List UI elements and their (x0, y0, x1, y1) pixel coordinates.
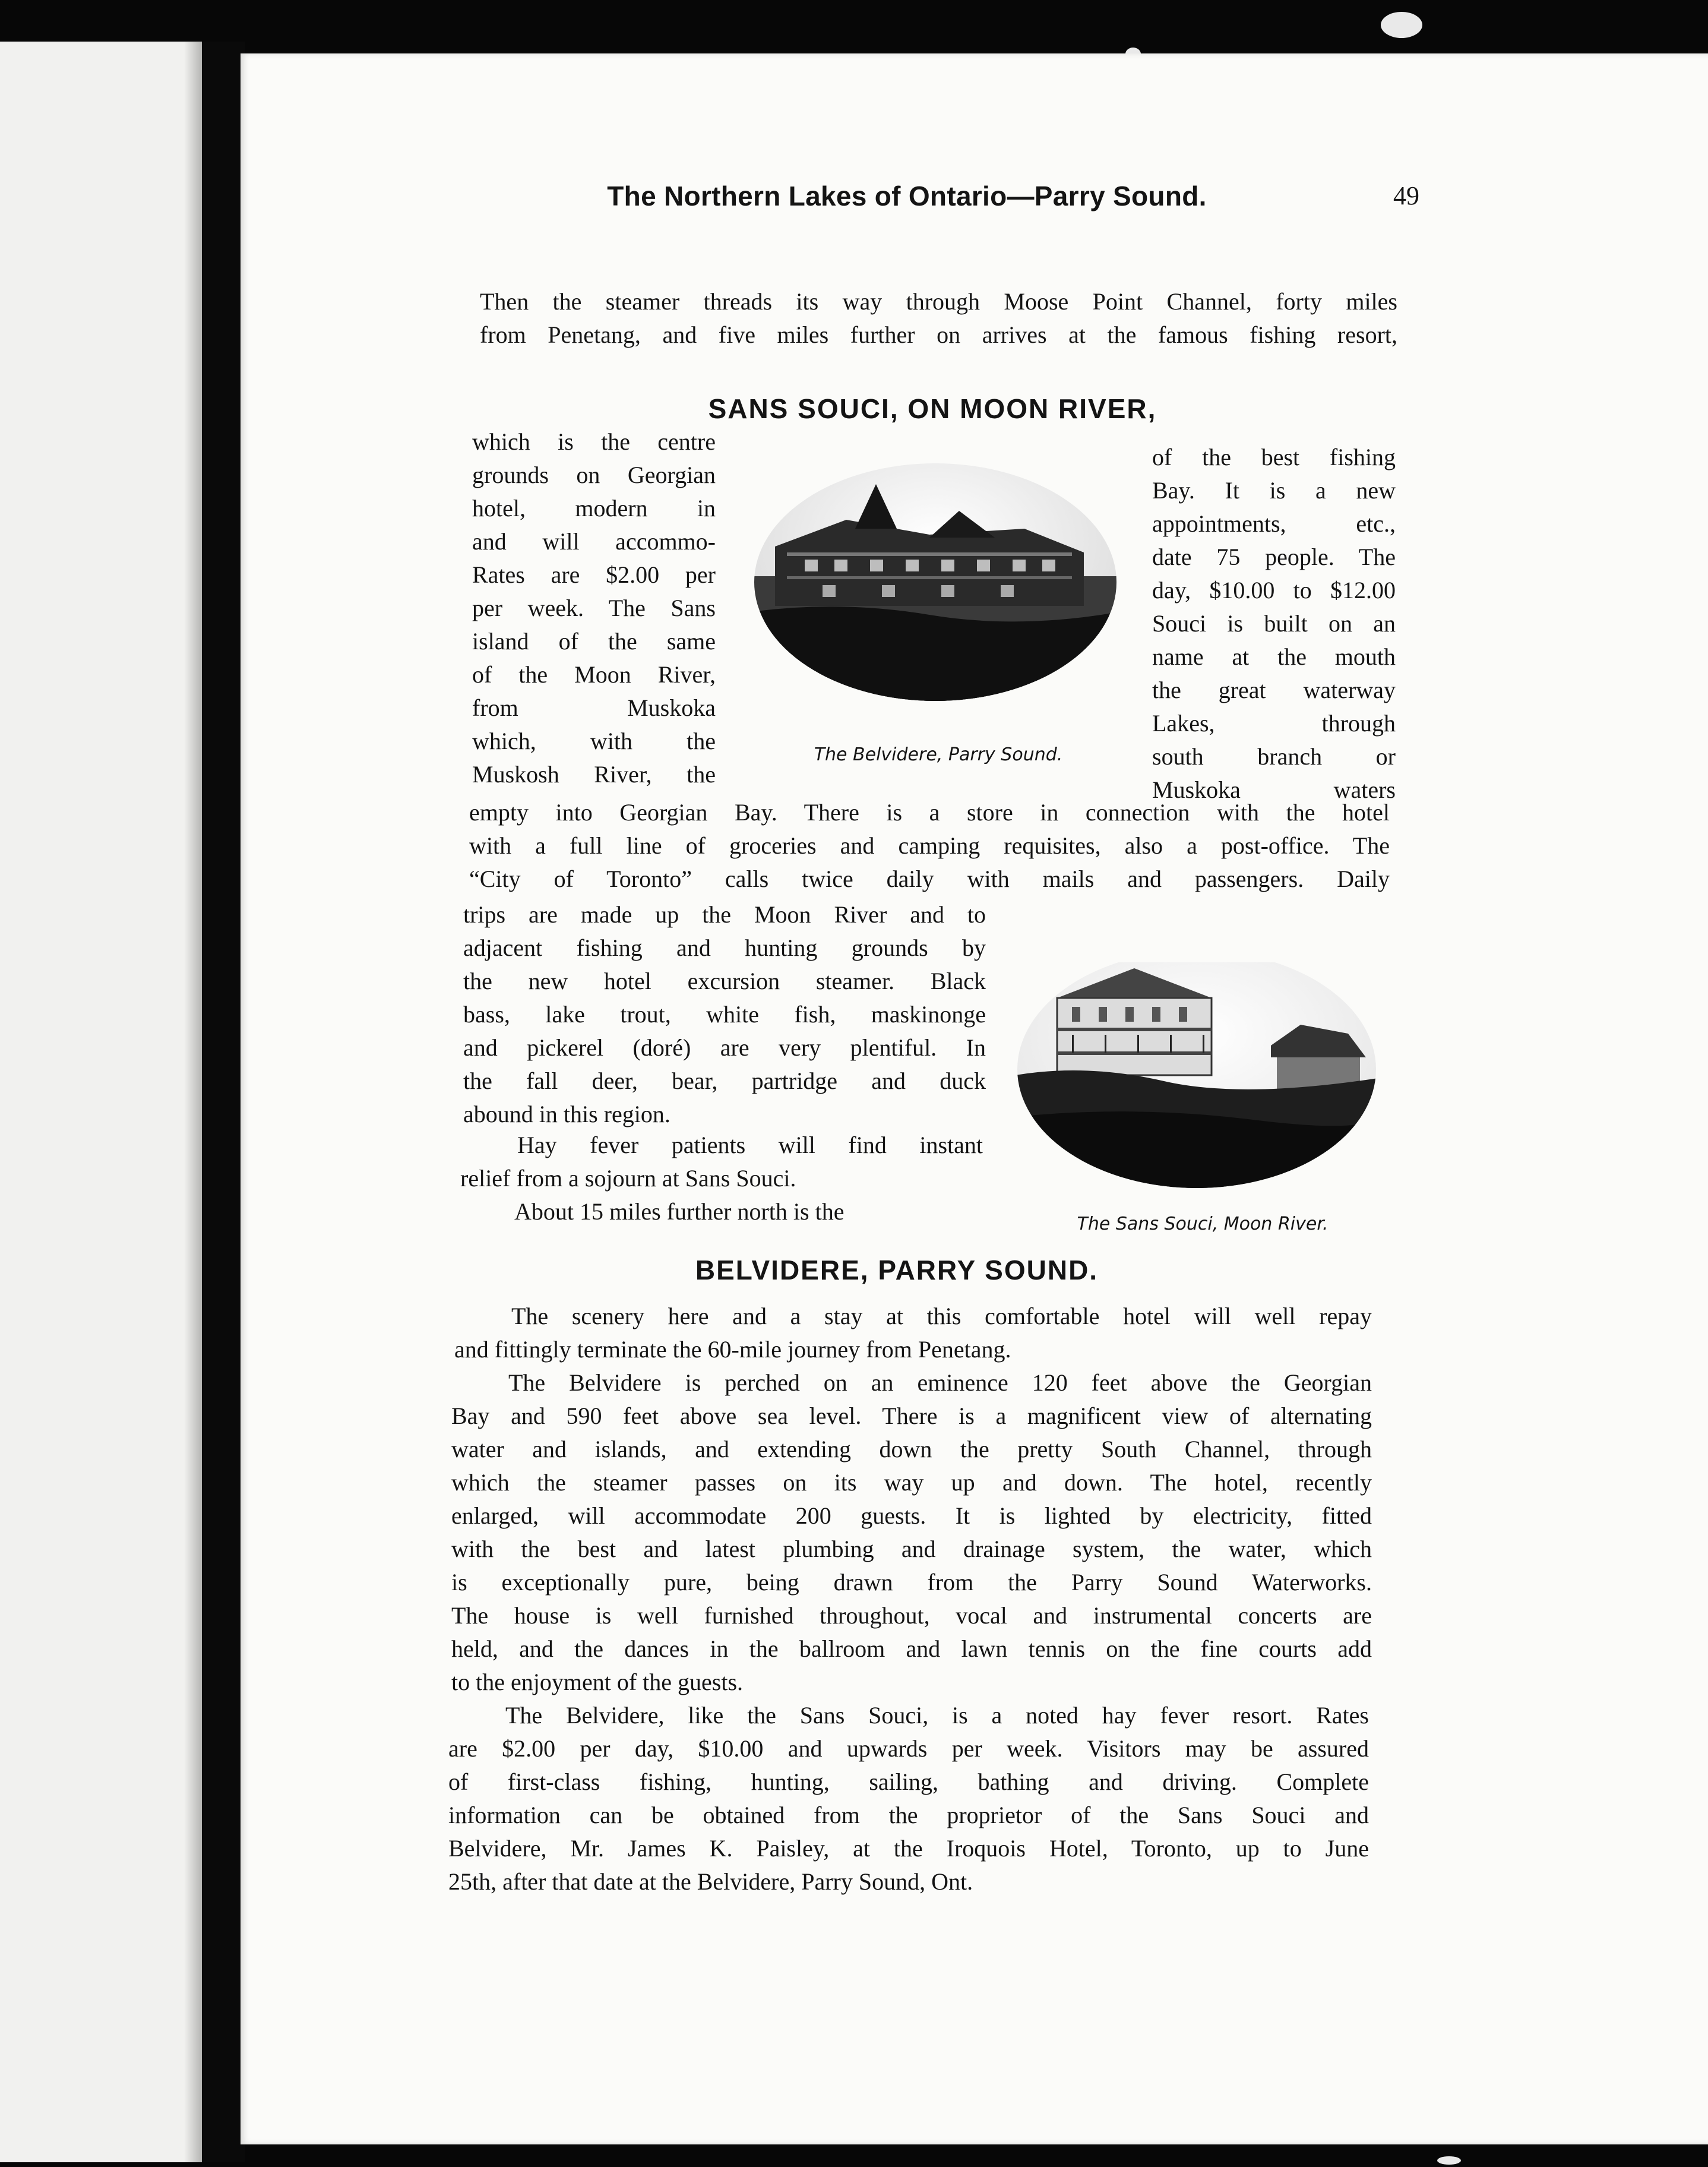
text-line: adjacent fishing and hunting grounds by (463, 934, 986, 961)
text-line: “City of Toronto” calls twice daily with mails and passengers. Daily (469, 865, 1390, 892)
hay-fever-paragraph (460, 1129, 983, 1195)
photo-belvidere-hotel (751, 463, 1119, 725)
text-line: The house is well furnished throughout, vocal and instrumental concerts are (451, 1602, 1372, 1629)
text-line: which, with the (472, 728, 716, 754)
text-line: Belvidere, Mr. James K. Paisley, at the Iroquois Hotel, Toronto, up to June (448, 1835, 1369, 1862)
section-heading-sans-souci: SANS SOUCI, ON MOON RIVER, (708, 393, 1157, 424)
text-line: of the Moon River, (472, 661, 716, 688)
text-line: Muskoka waters (1152, 776, 1396, 803)
text-line: Souci is built on an (1152, 610, 1396, 637)
text-line: hotel, modern in (472, 495, 716, 522)
text-line: date 75 people. The (1152, 544, 1396, 570)
text-line: per week. The Sans (472, 595, 716, 621)
text-line: enlarged, will accommodate 200 guests. It is lighted by electricity, fitted (451, 1502, 1372, 1529)
text-line: Bay. It is a new (1152, 477, 1396, 504)
adjacent-left-page (0, 42, 202, 2162)
intro-paragraph (480, 285, 1397, 352)
text-line: and fittingly terminate the 60-mile journey from Penetang. (454, 1336, 1011, 1363)
text-line: to the enjoyment of the guests. (451, 1669, 744, 1695)
sans-souci-paragraph-lower (463, 898, 986, 1131)
text-line: grounds on Georgian (472, 462, 716, 488)
text-line: from Penetang, and five miles further on arrives at the famous fishing resort, (480, 321, 1397, 348)
belvidere-paragraph-3 (448, 1699, 1369, 1899)
text-line: from Muskoka (472, 694, 716, 721)
scan-artifact (1437, 2156, 1461, 2165)
running-header: The Northern Lakes of Ontario—Parry Sound. (607, 181, 1207, 211)
caption-sans-souci-photo: The Sans Souci, Moon River. (1077, 1214, 1329, 1234)
text-line: Muskosh River, the (472, 761, 716, 788)
text-line: the great waterway (1152, 677, 1396, 703)
text-line: held, and the dances in the ballroom and lawn tennis on the fine courts add (451, 1635, 1372, 1662)
text-line: water and islands, and extending down the pretty South Channel, through (451, 1436, 1372, 1462)
belvidere-paragraph-1 (454, 1300, 1372, 1366)
page-number: 49 (1393, 181, 1419, 210)
text-line: the fall deer, bear, partridge and duck (463, 1067, 986, 1094)
text-line: relief from a sojourn at Sans Souci. (460, 1165, 796, 1192)
text-line: name at the mouth (1152, 643, 1396, 670)
text-line: south branch or (1152, 743, 1396, 770)
text-line: Lakes, through (1152, 710, 1396, 737)
scan-gutter (202, 42, 245, 2162)
text-line: Then the steamer threads its way through Moose Point Channel, forty miles (480, 288, 1397, 315)
section-heading-belvidere: BELVIDERE, PARRY SOUND. (695, 1255, 1099, 1285)
text-line: trips are made up the Moon River and to (463, 901, 986, 928)
text-line: 25th, after that date at the Belvidere, Parry Sound, Ont. (448, 1868, 973, 1895)
text-line: day, $10.00 to $12.00 (1152, 577, 1396, 604)
sans-souci-paragraph-continued (469, 796, 1390, 896)
text-line: of the best fishing (1152, 444, 1396, 470)
text-line: empty into Georgian Bay. There is a store in connection with the hotel (469, 799, 1390, 826)
caption-belvidere-photo: The Belvidere, Parry Sound. (814, 744, 1063, 765)
text-line: The Belvidere is perched on an eminence 120 feet above the Georgian (508, 1369, 1372, 1396)
text-line: abound in this region. (463, 1101, 670, 1127)
text-line: and will accommo- (472, 528, 716, 555)
text-line: and pickerel (doré) are very plentiful. In (463, 1034, 986, 1061)
text-line: which the steamer passes on its way up and down. The hotel, recently (451, 1469, 1372, 1496)
text-line: information can be obtained from the proprietor of the Sans Souci and (448, 1802, 1369, 1828)
text-line: which is the centre (472, 428, 716, 455)
text-line: island of the same (472, 628, 716, 655)
text-line: Hay fever patients will find instant (517, 1132, 983, 1158)
text-line: The scenery here and a stay at this comfortable hotel will well repay (511, 1303, 1372, 1329)
sans-souci-right-column (1152, 441, 1396, 807)
text-line: is exceptionally pure, being drawn from the Parry Sound Waterworks. (451, 1569, 1372, 1596)
scan-artifact (1381, 12, 1422, 38)
about-line-paragraph (457, 1195, 938, 1228)
text-line: The Belvidere, like the Sans Souci, is a noted hay fever resort. Rates (505, 1702, 1369, 1729)
text-line: appointments, etc., (1152, 510, 1396, 537)
text-line: Rates are $2.00 per (472, 561, 716, 588)
text-line: of first-class fishing, hunting, sailing, bathing and driving. Complete (448, 1768, 1369, 1795)
text-line: the new hotel excursion steamer. Black (463, 968, 986, 994)
text-line: bass, lake trout, white fish, maskinonge (463, 1001, 986, 1028)
belvidere-paragraph-2 (451, 1366, 1372, 1699)
text-line: Bay and 590 feet above sea level. There is a magnificent view of alternating (451, 1402, 1372, 1429)
text-line: with a full line of groceries and camping requisites, also a post-office. The (469, 832, 1390, 859)
text-line: with the best and latest plumbing and drainage system, the water, which (451, 1536, 1372, 1562)
photo-sans-souci-hotel (1016, 962, 1378, 1200)
text-line: are $2.00 per day, $10.00 and upwards per week. Visitors may be assured (448, 1735, 1369, 1762)
sans-souci-left-column (472, 425, 716, 791)
about-line: About 15 miles further north is the (514, 1198, 844, 1225)
